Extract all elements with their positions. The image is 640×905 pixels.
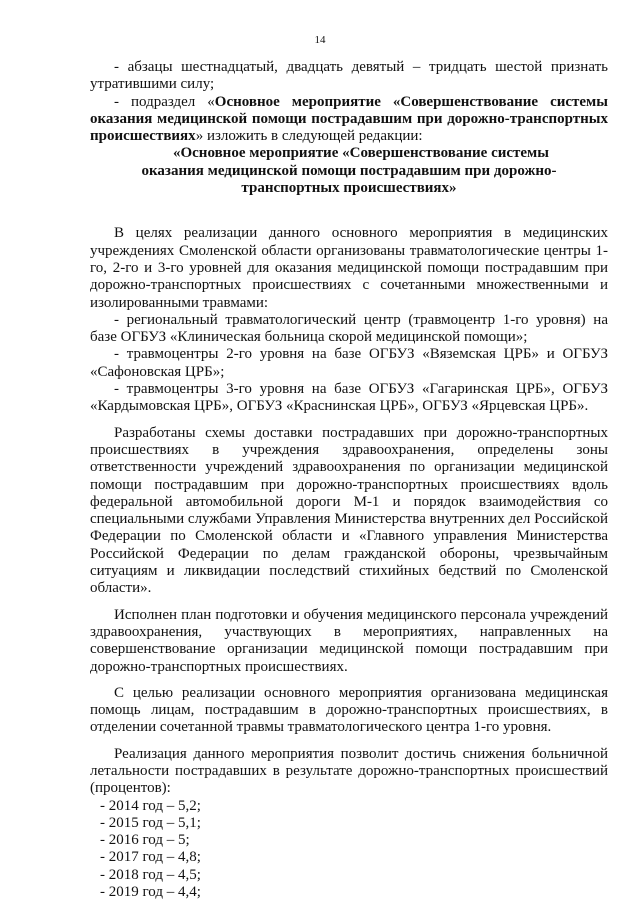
body-paragraph-2: - региональный травматологический центр (травмоцентр 1-го уровня) на базе ОГБУЗ «Клиническая больница скорой медицинской помощи»; [90, 311, 608, 346]
years-list [90, 798, 608, 902]
intro-p2-bold: Основное мероприятие «Совершенствование системы оказания медицинской помощи пострадавшим при дорожно-транспортных происшествиях [90, 93, 608, 145]
body-paragraph-3: - травмоцентры 2-го уровня на базе ОГБУЗ «Вяземская ЦРБ» и ОГБУЗ «Сафоновская ЦРБ»; [90, 346, 608, 380]
body-paragraph-7: С целью реализации основного мероприятия организована медицинская помощь лицам, пострадавшим в дорожно-транспортных происшествиях, в отделении сочетанной травмы травматологического центра 1-го уровня. [90, 684, 608, 736]
body-paragraph-8: Реализация данного мероприятия позволит достичь снижения больничной летальности пострадавших в результате дорожно-транспортных происшествий (процентов): [90, 745, 608, 797]
intro-paragraph-2 [90, 94, 608, 146]
body-paragraph-6: Исполнен план подготовки и обучения медицинского персонала учреждений здравоохранения, участвующих в мероприятиях, направленных на совершенствование организации медицинской помощи пострадавшим при дорожно-транспортных происшествиях. [90, 606, 608, 675]
body-paragraph-1: В целях реализации данного основного мероприятия в медицинских учреждениях Смоленской области организованы травматологические центры 1-го, 2-го и 3-го уровней для оказания медицинской помощи пострадавшим при дорожно-транспортных происшествиях с сочетанными множественными и изолированными травмами: [90, 225, 608, 311]
page-number: 14 [314, 34, 326, 46]
list-item: - 2016 год – 5; [100, 832, 190, 849]
list-item: - 2014 год – 5,2; [100, 797, 201, 814]
document-body [90, 59, 608, 901]
body-paragraph-4: - травмоцентры 3-го уровня на базе ОГБУЗ «Гагаринская ЦРБ», ОГБУЗ «Кардымовская ЦРБ», ОГБУЗ «Краснинская ЦРБ», ОГБУЗ «Ярцевская ЦРБ». [90, 381, 608, 415]
list-item: - 2015 год – 5,1; [100, 814, 201, 831]
list-item: - 2017 год – 4,8; [100, 849, 201, 866]
list-item: - 2018 год – 4,5; [100, 866, 201, 883]
list-item: - 2019 год – 4,4; [100, 884, 201, 901]
intro-p2-suffix: » изложить в следующей редакции: [195, 128, 423, 145]
intro-p2-prefix: - подраздел « [114, 93, 215, 110]
intro-paragraph-1: - абзацы шестнадцатый, двадцать девятый – тридцать шестой признать утратившими силу; [90, 59, 608, 93]
section-heading: «Основное мероприятие «Совершенствование системы оказания медицинской помощи пострадавшим при дорожно-транспортных происшествиях» [141, 145, 557, 197]
body-paragraph-5: Разработаны схемы доставки пострадавших при дорожно-транспортных происшествиях в учреждения здравоохранения, определены зоны ответственности учреждений здравоохранения по организации медицинской помощи пострадавшим при дорожно-транспортных происшествиях вдоль федеральной автомобильной дороги М-1 и порядок взаимодействия со специальными службами Управления Министерства внутренних дел Российской Федерации по Смоленской области и «Главного управления Министерства Российской Федерации по делам гражданской обороны, чрезвычайным ситуациям и ликвидации последствий стихийных бедствий по Смоленской области». [90, 424, 608, 597]
